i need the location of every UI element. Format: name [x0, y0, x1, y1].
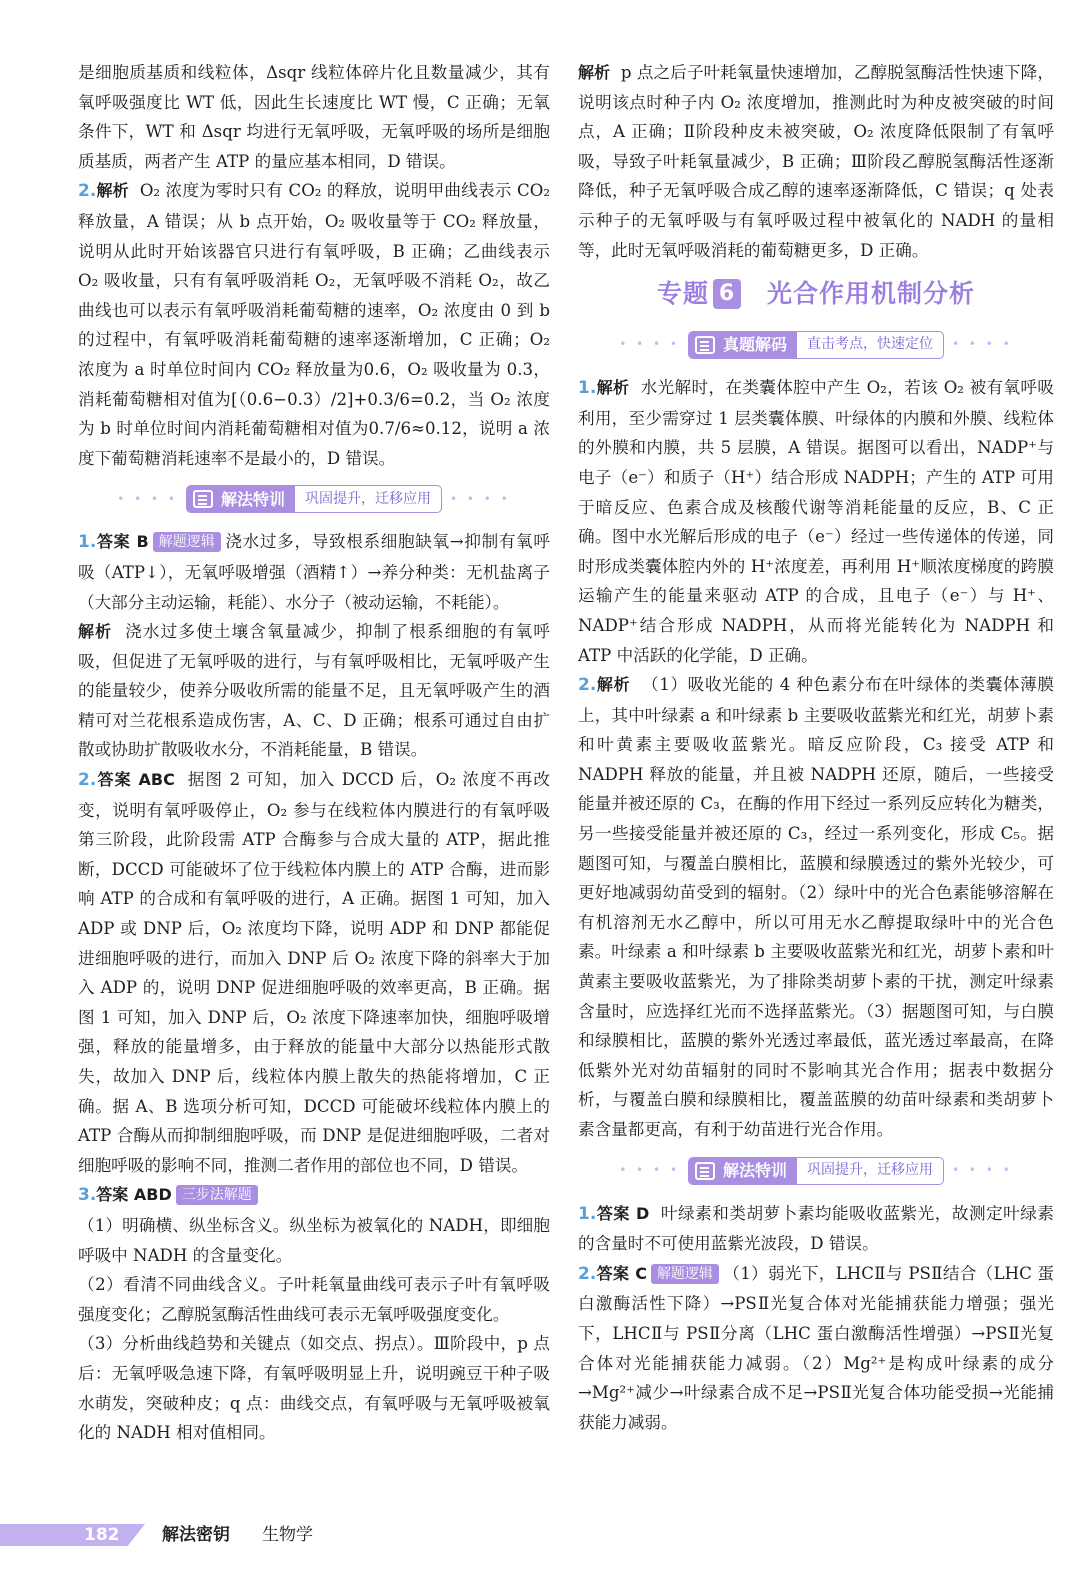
banner-dots-left: • • • • [619, 1162, 680, 1177]
logic-tag: 解题逻辑 [153, 532, 221, 552]
analysis-text: p 点之后子叶耗氧量快速增加，乙醇脱氢酶活性快速下降，说明该点时种子内 O₂ 浓度增加，推测此时为种皮被突破的时间点，A 正确；Ⅱ阶段种皮未被突破，O₂ 浓度降低限制了有氧呼吸，导致子叶耗氧量减少，B 正确；Ⅲ阶段乙醇脱氢酶活性逐渐降低，种子无氧呼吸合成乙醇的速率逐渐降低，C 错误；q 处表示种子的无氧呼吸与有氧呼吸过程中被氧化的 NADH 的量相等，此时无氧呼吸消耗的葡萄糖更多，D 正确。 [578, 63, 1054, 260]
book-title: 解法密钥 [162, 1525, 230, 1545]
method-tag: 三步法解题 [176, 1185, 258, 1205]
right-q1-paragraph [578, 373, 1054, 670]
banner-title: 解法特训 [722, 1160, 787, 1180]
left-q2-paragraph [78, 176, 550, 473]
banner-box [186, 485, 442, 513]
banner-title: 解法特训 [220, 489, 285, 509]
left-t1-answer [78, 527, 550, 617]
answer-label: 答案 C [596, 1263, 647, 1283]
left-t3-answer [78, 1180, 550, 1211]
notebook-icon [695, 336, 715, 354]
left-t1-analysis [78, 617, 550, 765]
topic-prefix: 专题 [656, 279, 709, 309]
topic-heading [578, 279, 1054, 319]
analysis-text: 叶绿素和类胡萝卜素均能吸收蓝紫光，故测定叶绿素的含量时不可使用蓝紫光波段，D 错误。 [578, 1203, 1055, 1254]
banner-dots-right: • • • • [952, 337, 1013, 352]
analysis-label: 解析 [578, 63, 611, 82]
analysis-text: 浇水过多使土壤含氧量减少，抑制了根系细胞的有氧呼吸，但促进了无氧呼吸的进行，与有氧呼吸相比，无氧呼吸产生的能量较少，使养分吸收所需的能量不足，且无氧呼吸产生的酒精可对兰花根系造成伤害，A、C、D 正确；根系可通过自由扩散或协助扩散吸收水分，不消耗能量，B 错误。 [78, 622, 550, 760]
right-t2-paragraph [578, 1259, 1054, 1438]
logic-text: （1）弱光下，LHCⅡ与 PSⅡ结合（LHC 蛋白激酶活性下降）→PSⅡ光复合体对光能捕获能力增强；强光下，LHCⅡ与 PSⅡ分离（LHC 蛋白激酶活性增强）→PSⅡ光复合体对光能捕获能力减弱。（2）Mg²⁺是构成叶绿素的成分→Mg²⁺减少→叶绿素合成不足→PSⅡ光复合体功能受损→光能捕获能力减弱。 [578, 1263, 1054, 1432]
section-banner-training [78, 481, 550, 517]
question-number: 1. [578, 1203, 597, 1224]
banner-dots-left: • • • • [619, 337, 680, 352]
analysis-label: 解析 [596, 378, 630, 398]
right-intro-paragraph [578, 58, 1054, 265]
book-subject: 生物学 [262, 1525, 313, 1545]
notebook-icon [695, 1162, 715, 1180]
left-intro-paragraph: 是细胞质基质和线粒体，Δsqr 线粒体碎片化且数量减少，其有氧呼吸强度比 WT 低，因此生长速度比 WT 慢，C 正确；无氧条件下，WT 和 Δsqr 均进行无氧呼吸，无氧呼吸的场所是细胞质基质，两者产生 ATP 的量应基本相同，D 错误。 [78, 63, 550, 171]
topic-title: 光合作用机制分析 [767, 279, 976, 309]
question-number: 2. [578, 675, 597, 696]
banner-box [688, 331, 944, 359]
topic-number: 6 [713, 279, 741, 309]
analysis-text: 水光解时，在类囊体腔中产生 O₂，若该 O₂ 被有氧呼吸利用，至少需穿过 1 层类囊体膜、叶绿体的内膜和外膜、线粒体的外膜和内膜，共 5 层膜，A 错误。据图可以看出，NADP⁺与电子（e⁻）和质子（H⁺）结合形成 NADPH；产生的 ATP 可用于暗反应、色素合成及核酸代谢等消耗能量的反应，B、C 正确。图中水光解后形成的电子（e⁻）经过一些传递体的传递，同时形成类囊体腔内外的 H⁺浓度差，再利用 H⁺顺浓度梯度的跨膜运输产生的能量来驱动 ATP 的合成，且电子（e⁻）与 H⁺、NADP⁺结合形成 NADPH，从而将光能转化为 NADPH 和 ATP 中活跃的化学能，D 正确。 [578, 378, 1054, 665]
right-t1-paragraph [578, 1199, 1054, 1259]
left-t3-step2: （2）看清不同曲线含义。子叶耗氧量曲线可表示子叶有氧呼吸强度变化；乙醇脱氢酶活性曲线可表示无氧呼吸强度变化。 [78, 1275, 550, 1324]
left-t3-step1: （1）明确横、纵坐标含义。纵坐标为被氧化的 NADH，即细胞呼吸中 NADH 的含量变化。 [78, 1215, 550, 1265]
banner-main [689, 332, 797, 358]
banner-main [689, 1158, 797, 1184]
question-number: 1. [578, 378, 597, 399]
banner-dots-left: • • • • [117, 491, 178, 506]
section-banner-training [578, 1153, 1054, 1189]
right-column [578, 58, 1054, 1437]
banner-subtitle: 直击考点，快速定位 [807, 336, 933, 353]
analysis-label: 解析 [78, 622, 113, 642]
question-number: 2. [78, 181, 97, 202]
question-number: 2. [578, 1263, 597, 1284]
banner-main [187, 486, 295, 512]
banner-dots-right: • • • • [952, 1162, 1013, 1177]
answer-label: 答案 B [96, 532, 149, 552]
left-t3-step3: （3）分析曲线趋势和关键点（如交点、拐点）。Ⅲ阶段中，p 点后：无氧呼吸急速下降，有氧呼吸明显上升，说明豌豆干种子吸水萌发，突破种皮；q 点：曲线交点，有氧呼吸与无氧呼吸被氧化的 NADH 相对值相同。 [78, 1334, 550, 1443]
logic-text: 浇水过多，导致根系细胞缺氧→抑制有氧呼吸（ATP↓），无氧呼吸增强（酒精↑）→养分种类：无机盐离子（大部分主动运输，耗能）、水分子（被动运输，不耗能）。 [78, 532, 550, 612]
answer-label: 答案 D [596, 1203, 650, 1223]
analysis-text: （1）吸收光能的 4 种色素分布在叶绿体的类囊体薄膜上，其中叶绿素 a 和叶绿素 b 主要吸收蓝紫光和红光，胡萝卜素和叶黄素主要吸收蓝紫光。暗反应阶段，C₃ 接受 ATP 和 NADPH 释放的能量，并且被 NADPH 还原，随后，一些接受能量并被还原的 C₃，在酶的作用下经过一系列反应转化为糖类，另一些接受能量并被还原的 C₃，经过一系列变化，形成 C₅。据题图可知，与覆盖白膜相比，蓝膜和绿膜透过的紫外光较少，可更好地减弱幼苗受到的辐射。（2）绿叶中的光合色素能够溶解在有机溶剂无水乙醇中，所以可用无水乙醇提取绿叶中的光合色素。叶绿素 a 和叶绿素 b 主要吸收蓝紫光和红光，胡萝卜素和叶黄素主要吸收蓝紫光，为了排除类胡萝卜素的干扰，测定叶绿素含量时，应选择红光而不选择蓝紫光。（3）据题图可知，与白膜和绿膜相比，蓝膜的紫外光透过率最低，蓝光透过率最高，在降低紫外光对幼苗辐射的同时不影响其光合作用；据表中数据分析，与覆盖白膜和绿膜相比，覆盖蓝膜的幼苗叶绿素和类胡萝卜素含量都更高，有利于幼苗进行光合作用。 [578, 675, 1054, 1139]
banner-subtitle: 巩固提升，迁移应用 [807, 1161, 933, 1178]
page-footer [0, 1522, 1092, 1552]
answer-label: 答案 ABD [96, 1185, 172, 1205]
question-number: 1. [78, 532, 97, 553]
banner-title: 真题解码 [722, 335, 787, 355]
left-t2-paragraph [78, 765, 550, 1180]
analysis-label: 解析 [596, 675, 631, 695]
question-number: 3. [78, 1185, 97, 1206]
logic-tag: 解题逻辑 [651, 1264, 719, 1284]
analysis-text: O₂ 浓度为零时只有 CO₂ 的释放，说明甲曲线表示 CO₂ 释放量，A 错误；从 b 点开始，O₂ 吸收量等于 CO₂ 释放量，说明从此时开始该器官只进行有氧呼吸，B 正确；乙曲线表示 O₂ 吸收量，只有有氧呼吸消耗 O₂，无氧呼吸不消耗 O₂，故乙曲线也可以表示有氧呼吸消耗葡萄糖的速率，O₂ 浓度由 0 到 b 的过程中，有氧呼吸消耗葡萄糖的速率逐渐增加，C 正确；O₂ 浓度为 a 时单位时间内 CO₂ 释放量为0.6，O₂ 吸收量为 0.3，消耗葡萄糖相对值为[（0.6−0.3）/2]+0.3/6=0.2，当 O₂ 浓度为 b 时单位时间内消耗葡萄糖相对值为0.7/6≈0.12，说明 a 浓度下葡萄糖消耗速率不是最小的，D 错误。 [78, 181, 550, 468]
question-number: 2. [78, 770, 97, 791]
right-q2-paragraph [578, 670, 1054, 1145]
analysis-text: 据图 2 可知，加入 DCCD 后，O₂ 浓度不再改变，说明有氧呼吸停止，O₂ 参与在线粒体内膜进行的有氧呼吸第三阶段，此阶段需 ATP 合酶参与合成大量的 ATP，据此推断，DCCD 可能破坏了位于线粒体内膜上的 ATP 合酶，进而影响 ATP 的合成和有氧呼吸的进行，A 正确。据图 1 可知，加入 ADP 或 DNP 后，O₂ 浓度均下降，说明 ADP 和 DNP 都能促进细胞呼吸的进行，而加入 DNP 后 O₂ 浓度下降的斜率大于加入 ADP 的，说明 DNP 促进细胞呼吸的效率更高，B 正确。据图 1 可知，加入 DNP 后，O₂ 浓度下降速率加快，细胞呼吸增强，释放的能量增多，由于释放的能量中大部分以热能形式散失，故加入 DNP 后，线粒体内膜上散失的热能将增加，C 正确。据 A、B 选项分析可知，DCCD 可能破坏线粒体内膜上的 ATP 合酶从而抑制细胞呼吸，而 DNP 是促进细胞呼吸，二者对细胞呼吸的影响不同，推测二者作用的部位也不同，D 错误。 [78, 770, 550, 1175]
left-column [78, 58, 550, 1448]
banner-box [688, 1157, 944, 1185]
notebook-icon [193, 490, 213, 508]
page-number: 182 [84, 1525, 120, 1545]
banner-dots-right: • • • • [450, 491, 511, 506]
section-banner-decoding [578, 327, 1054, 363]
answer-label: 答案 ABC [96, 770, 175, 790]
analysis-label: 解析 [96, 181, 129, 201]
banner-subtitle: 巩固提升，迁移应用 [305, 490, 431, 507]
